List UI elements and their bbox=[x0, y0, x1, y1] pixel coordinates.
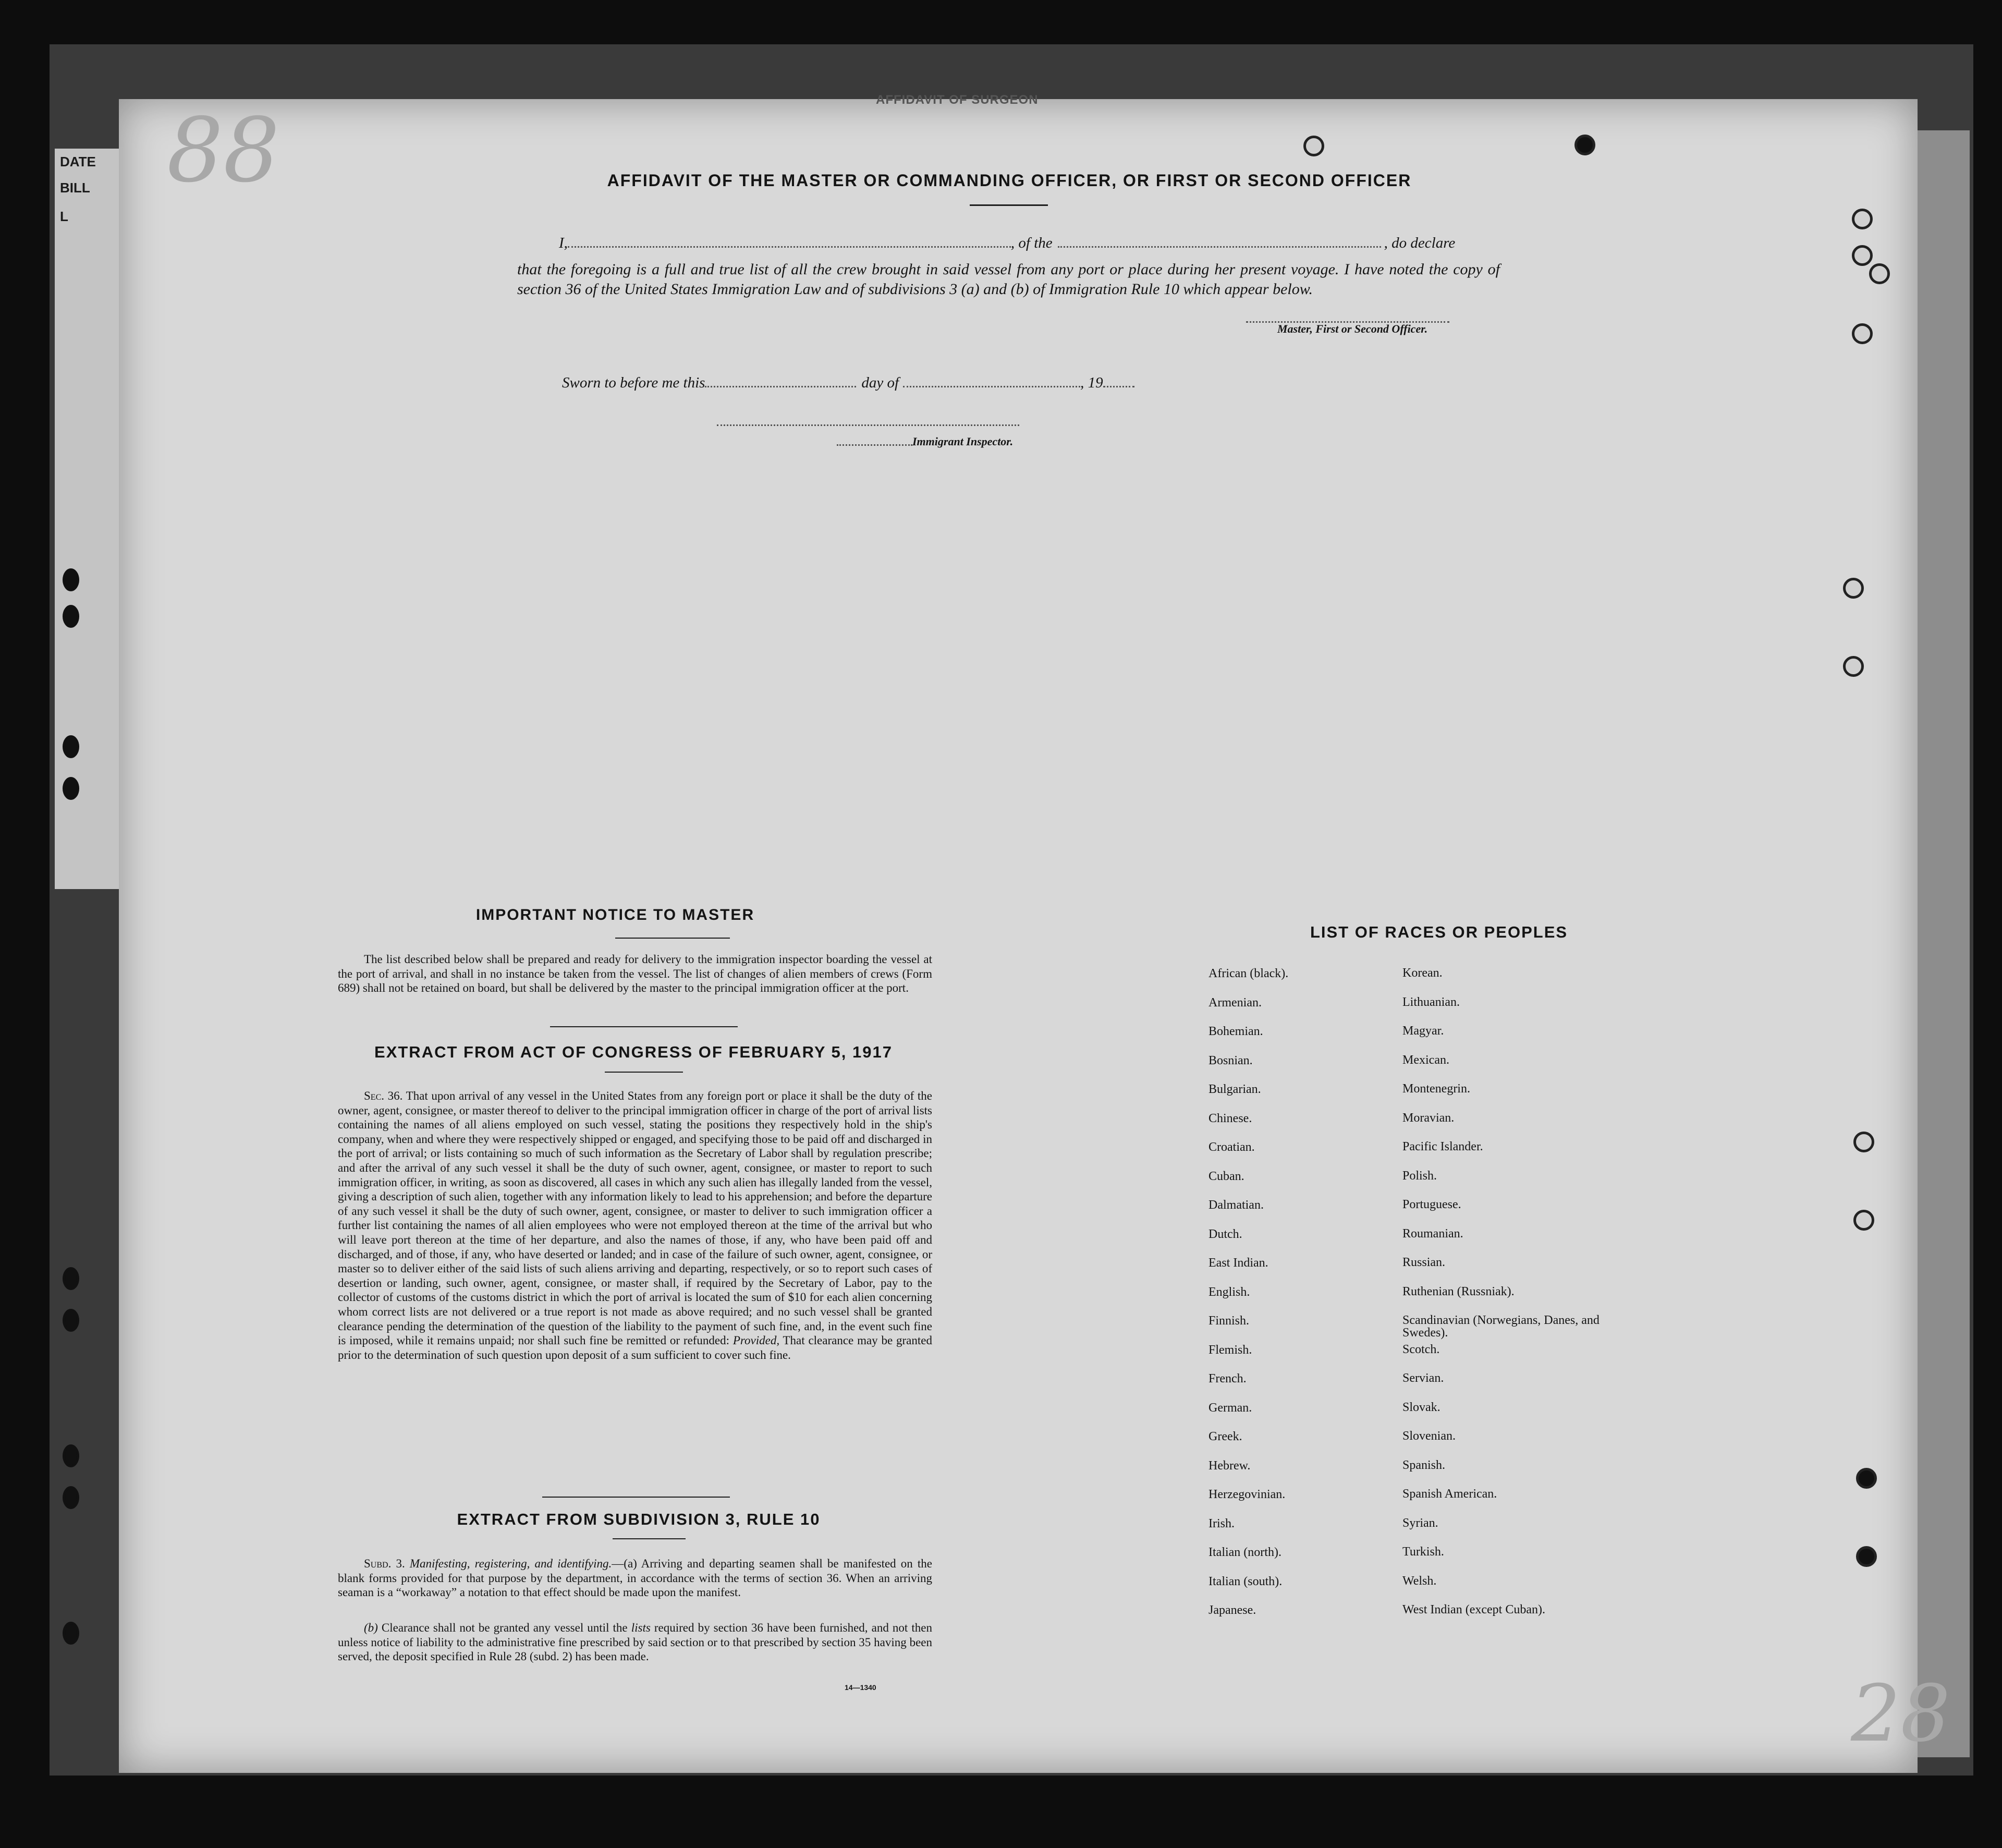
strip-label-bill: BILL bbox=[60, 180, 90, 196]
punch-hole-icon bbox=[1853, 1132, 1874, 1152]
notice-rule bbox=[615, 938, 730, 939]
race-row bbox=[1208, 1170, 1636, 1199]
divider-rule bbox=[542, 1497, 730, 1498]
pencil-number-top-left: 88 bbox=[167, 99, 280, 202]
subd-b-lists: lists bbox=[631, 1621, 651, 1634]
races-title: LIST OF RACES OR PEOPLES bbox=[1310, 923, 1568, 941]
binder-hole-icon bbox=[63, 1486, 79, 1509]
title-rule bbox=[970, 204, 1048, 206]
declaration-i: I, bbox=[559, 235, 568, 251]
race-name: Slovenian. bbox=[1402, 1429, 1456, 1443]
name-blank bbox=[568, 245, 1011, 248]
race-name: Slovak. bbox=[1402, 1400, 1441, 1414]
faint-heading: AFFIDAVIT OF SURGEON bbox=[876, 93, 1039, 107]
punch-hole-icon bbox=[1852, 209, 1873, 229]
race-row bbox=[1208, 1603, 1636, 1633]
race-name: Bosnian. bbox=[1208, 1053, 1253, 1067]
race-row bbox=[1208, 1140, 1636, 1170]
race-name: German. bbox=[1208, 1401, 1252, 1415]
day-blank bbox=[705, 385, 856, 387]
race-name: Servian. bbox=[1402, 1371, 1444, 1385]
underlying-page-right-edge bbox=[1918, 130, 1970, 1757]
sworn-text: Sworn to before me this bbox=[562, 374, 705, 391]
race-row bbox=[1208, 967, 1636, 996]
race-name: Mexican. bbox=[1402, 1053, 1449, 1067]
month-blank bbox=[903, 385, 1080, 387]
race-name: Hebrew. bbox=[1208, 1458, 1251, 1473]
provided-word: Provided, bbox=[733, 1334, 780, 1347]
punch-hole-icon bbox=[1574, 135, 1595, 155]
subd-b-label: (b) bbox=[364, 1621, 378, 1634]
race-name: Spanish. bbox=[1402, 1458, 1446, 1472]
race-name: Turkish. bbox=[1402, 1545, 1444, 1559]
notice-title: IMPORTANT NOTICE TO MASTER bbox=[475, 906, 755, 923]
punch-hole-icon bbox=[1856, 1468, 1877, 1489]
race-name: French. bbox=[1208, 1372, 1247, 1385]
race-name: Magyar. bbox=[1402, 1024, 1444, 1038]
subd-a-body: —(a) Arriving and departing seamen shall be manifested on the blank forms provided for that purpose by the department, in accordance with the terms of section 36. When an arriving seaman is a “workaway” a notation to that effect should be made upon the manifest. bbox=[338, 1557, 933, 1599]
sworn-year: , 19 bbox=[1080, 374, 1103, 391]
subd-b-body-2: required by section 36 have been furnished, and not then unless notice of liability to the administrative fine prescribed by said section or to that prescribed by section 35 having been served, the deposit specified in Rule 28 (subd. 2) has been made. bbox=[338, 1621, 932, 1663]
affidavit-title: AFFIDAVIT OF THE MASTER OR COMMANDING OFFICER, OR FIRST OR SECOND OFFICER bbox=[607, 171, 1412, 190]
race-row bbox=[1208, 1083, 1636, 1112]
race-row bbox=[1208, 1372, 1636, 1401]
binder-hole-icon bbox=[63, 1267, 79, 1290]
subd-label: Subd. 3. bbox=[364, 1557, 405, 1570]
rule-extract-rule bbox=[613, 1538, 686, 1539]
binder-hole-icon bbox=[63, 1309, 79, 1332]
subd-b-body-1: Clearance shall not be granted any vessel until the bbox=[377, 1621, 631, 1634]
sworn-line bbox=[562, 374, 1134, 392]
race-name: Lithuanian. bbox=[1402, 995, 1460, 1009]
race-row bbox=[1208, 1025, 1636, 1054]
race-name: Greek. bbox=[1208, 1430, 1242, 1443]
race-name: Dutch. bbox=[1208, 1227, 1242, 1241]
vessel-blank bbox=[1058, 245, 1381, 248]
year-blank bbox=[1103, 385, 1134, 387]
race-name: Irish. bbox=[1208, 1516, 1235, 1530]
race-name: English. bbox=[1208, 1285, 1250, 1299]
race-name: Spanish American. bbox=[1402, 1487, 1497, 1501]
affidavit-body: that the foregoing is a full and true list of all the crew brought in said vessel from any port or place during her present voyage. I have noted the copy of section 36 of the United States Immigration Law and of subdivisions 3 (a) and (b) of Immigration Rule 10 which appear below. bbox=[517, 261, 1500, 298]
rule-extract-title: EXTRACT FROM SUBDIVISION 3, RULE 10 bbox=[457, 1510, 821, 1528]
race-row bbox=[1208, 1430, 1636, 1459]
race-name: Finnish. bbox=[1208, 1314, 1250, 1328]
race-row bbox=[1208, 1488, 1636, 1517]
race-name: Scotch. bbox=[1402, 1342, 1440, 1356]
race-name: Welsh. bbox=[1402, 1574, 1437, 1588]
race-name: Ruthenian (Russniak). bbox=[1402, 1284, 1515, 1298]
race-row bbox=[1208, 1517, 1636, 1546]
race-name: Syrian. bbox=[1402, 1516, 1438, 1530]
race-name: Herzegovinian. bbox=[1208, 1488, 1286, 1501]
race-name: Korean. bbox=[1402, 966, 1443, 980]
race-name: Chinese. bbox=[1208, 1111, 1252, 1125]
strip-label-date: DATE bbox=[60, 154, 96, 169]
binder-hole-icon bbox=[63, 568, 79, 591]
race-row bbox=[1208, 1054, 1636, 1083]
binder-hole-icon bbox=[63, 1622, 79, 1645]
notice-text: The list described below shall be prepared and ready for delivery to the immigration inspector boarding the vessel at the port of arrival, and shall in no instance be taken from the vessel. The list of changes of alien members of crews (Form 689) shall not be retained on board, but shall be delivered by the master to the principal immigration officer at the port. bbox=[338, 953, 932, 995]
race-row bbox=[1208, 1546, 1636, 1575]
race-name: Japanese. bbox=[1208, 1603, 1256, 1617]
pencil-number-bottom-right: 28 bbox=[1851, 1669, 1950, 1759]
punch-hole-icon bbox=[1853, 1210, 1874, 1231]
race-row bbox=[1208, 1314, 1636, 1343]
underlying-page-strip bbox=[55, 149, 120, 889]
binder-hole-icon bbox=[63, 1444, 79, 1467]
race-row bbox=[1208, 1227, 1636, 1257]
punch-hole-icon bbox=[1843, 578, 1864, 599]
race-name: Armenian. bbox=[1208, 995, 1262, 1010]
race-name: Bohemian. bbox=[1208, 1025, 1263, 1038]
punch-hole-icon bbox=[1303, 136, 1324, 156]
punch-hole-icon bbox=[1856, 1546, 1877, 1567]
race-name: Bulgarian. bbox=[1208, 1083, 1261, 1096]
race-name: Scandinavian (Norwegians, Danes, and Swedes). bbox=[1402, 1314, 1600, 1340]
race-name: Dalmatian. bbox=[1208, 1198, 1264, 1212]
race-name: Cuban. bbox=[1208, 1169, 1244, 1183]
binder-hole-icon bbox=[63, 605, 79, 628]
act-extract-title: EXTRACT FROM ACT OF CONGRESS OF FEBRUARY 5, 1917 bbox=[374, 1043, 893, 1061]
inspector-signature-line bbox=[717, 424, 1019, 426]
race-row bbox=[1208, 996, 1636, 1025]
race-name: Pacific Islander. bbox=[1402, 1140, 1483, 1153]
form-number: 14—1340 bbox=[845, 1683, 876, 1692]
inspector-caption: Immigrant Inspector. bbox=[912, 435, 1014, 448]
races-list bbox=[1208, 967, 1636, 1633]
binder-hole-icon bbox=[63, 777, 79, 800]
binder-hole-icon bbox=[63, 735, 79, 758]
punch-hole-icon bbox=[1852, 245, 1873, 266]
race-name: Roumanian. bbox=[1402, 1226, 1463, 1241]
race-name: Italian (north). bbox=[1208, 1546, 1281, 1559]
race-row bbox=[1208, 1343, 1636, 1372]
section-36-closing: That clearance may be granted prior to the determination of such question upon deposit of a sum sufficient to cover such fine. bbox=[338, 1334, 932, 1361]
subdivision-a-text bbox=[338, 1557, 932, 1600]
race-name: Flemish. bbox=[1208, 1343, 1252, 1357]
signature-caption: Master, First or Second Officer. bbox=[1277, 322, 1428, 335]
race-name: Croatian. bbox=[1208, 1140, 1255, 1154]
declaration-do-declare: , do declare bbox=[1384, 235, 1456, 251]
race-row bbox=[1208, 1401, 1636, 1430]
sworn-day-of: day of bbox=[861, 374, 899, 391]
race-row bbox=[1208, 1459, 1636, 1488]
race-name: East Indian. bbox=[1208, 1256, 1268, 1270]
section-label: Sec. 36. bbox=[364, 1089, 403, 1102]
section-36-body: That upon arrival of any vessel in the United States from any foreign port or place it shall be the duty of the owner, agent, consignee, or master thereof to deliver to the principal immigration officer in charge of the port of arrival lists containing the names of all aliens employed on such vessel, stating the positions they respectively hold in the ship's company, when and where they were respectively shipped or engaged, and specifying those to be paid off and discharged in the port of arrival; or lists containing so much of such information as the Secretary of Labor shall by regulation prescribe; and after the arrival of any such vessel it shall be the duty of such owner, agent, consignee, or master to report to such immigration officer, in writing, as soon as discovered, all cases in which any such alien has illegally landed from the vessel, giving a description of such alien, together with any information likely to lead to his apprehension; and before the departure of any such vessel it shall be the duty of such owner, agent, consignee, or master to deliver to such immigration officer a further list containing the names of all alien employees who were not employed thereon at the time of the arrival but who will leave port thereon at the time of her departure, and also the names of those, if any, who have been paid off and discharged, and of those, if any, who have deserted or landed; and in case of the failure of such owner, agent, consignee, or master so to deliver either of the said lists of such aliens arriving and departing, respectively, or so to report such cases of desertion or landing, such owner, agent, consignee, or master shall, if required by the Secretary of Labor, pay to the collector of customs of the customs district in which the port of arrival is located the sum of $10 for each alien concerning whom correct lists are not delivered or a true report is not made as above required; and no such vessel shall be granted clearance pending the determination of the question of the liability to the payment of such fine, and, in the event such fine is imposed, while it remains unpaid; nor shall such fine be remitted or refunded: bbox=[338, 1089, 932, 1347]
race-row bbox=[1208, 1112, 1636, 1141]
act-rule bbox=[605, 1072, 683, 1073]
race-row bbox=[1208, 1575, 1636, 1604]
race-name: West Indian (except Cuban). bbox=[1402, 1603, 1545, 1616]
race-name: African (black). bbox=[1208, 967, 1289, 980]
race-row bbox=[1208, 1198, 1636, 1227]
race-name: Polish. bbox=[1402, 1169, 1437, 1183]
subd-heading: Manifesting, registering, and identifying. bbox=[409, 1557, 612, 1570]
punch-hole-icon bbox=[1869, 263, 1890, 284]
race-name: Portuguese. bbox=[1402, 1198, 1461, 1211]
race-name: Italian (south). bbox=[1208, 1574, 1283, 1588]
race-name: Montenegrin. bbox=[1402, 1082, 1470, 1096]
declaration-line bbox=[559, 235, 1455, 252]
declaration-of-the: , of the bbox=[1010, 235, 1053, 251]
subdivision-b-text bbox=[338, 1621, 932, 1664]
race-row bbox=[1208, 1285, 1636, 1315]
section-36-text bbox=[338, 1089, 932, 1362]
race-row bbox=[1208, 1256, 1636, 1285]
inspector-prefix-line bbox=[837, 444, 912, 446]
punch-hole-icon bbox=[1843, 656, 1864, 677]
punch-hole-icon bbox=[1852, 323, 1873, 344]
strip-label-l: L bbox=[60, 209, 68, 224]
race-name: Russian. bbox=[1402, 1256, 1446, 1269]
divider-rule bbox=[550, 1026, 738, 1027]
race-name: Moravian. bbox=[1402, 1111, 1455, 1125]
